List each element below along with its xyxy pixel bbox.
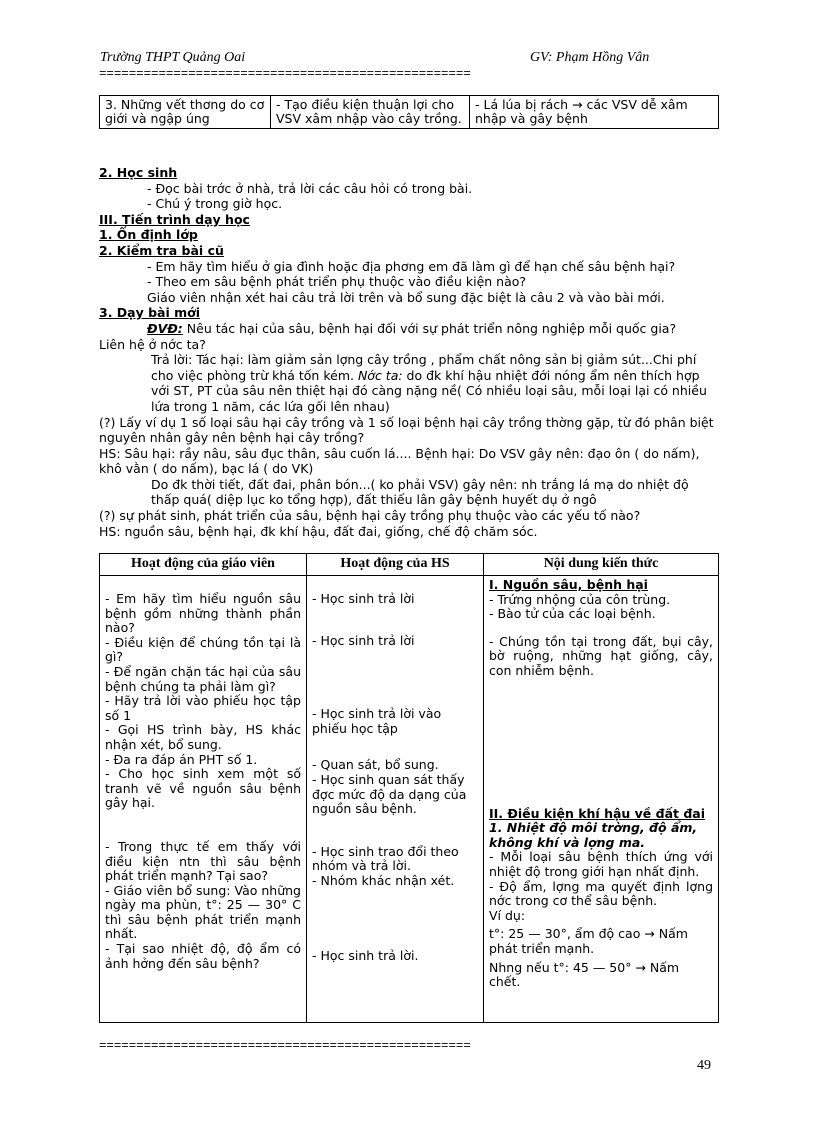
list-item: - Để ngăn chặn tác hại của sâu bệnh chúng ta phải làm gì? xyxy=(105,663,301,694)
teacher-activity-cell xyxy=(100,576,307,1023)
spacer xyxy=(489,622,713,635)
list-item: - Trong thực tế em thấy với điều kiện ntn thì sâu bệnh phát triển mạnh? Tại sao? xyxy=(105,838,301,884)
list-item: - Học sinh trả lời xyxy=(312,632,415,648)
section-title: 1. Ổn định lớp xyxy=(99,227,198,243)
student-activity-cell xyxy=(307,576,484,1023)
paragraph: (?) sự phát sinh, phát triển của sâu, bệnh hại cây trồng phụ thuộc vào các yếu tố nào? xyxy=(99,508,641,524)
list-item: - Nhóm khác nhận xét. xyxy=(312,872,455,888)
section-title: III. Tiến trình dạy học xyxy=(99,211,250,227)
paragraph: HS: nguồn sâu, bệnh hại, đk khí hậu, đất đai, giống, chế độ chăm sóc. xyxy=(99,523,538,539)
paragraph: - Theo em sâu bệnh phát triển phụ thuộc vào điều kiện nào? xyxy=(147,274,527,290)
table-row xyxy=(100,96,719,129)
school-name: Trường THPT Quảng Oai xyxy=(100,50,246,65)
list-item: - Độ ẩm, lợng ma quyết định lợng nớc trong cơ thể sâu bệnh. xyxy=(489,878,713,909)
paragraph xyxy=(99,321,719,337)
header-separator: ================================================== xyxy=(99,68,471,80)
list-item: - Mỗi loại sâu bệnh thích ứng với nhiệt độ trong giới hạn nhất định. xyxy=(489,849,713,879)
column-header: Nội dung kiến thức xyxy=(484,554,719,576)
lesson-body xyxy=(99,165,719,539)
activity-table xyxy=(99,553,719,1023)
table-cell: - Tạo điều kiện thuận lợi cho VSV xâm nhập vào cây trồng. xyxy=(271,96,470,129)
spacer xyxy=(312,648,478,707)
paragraph: Liên hệ ở nớc ta? xyxy=(99,336,206,352)
paragraph xyxy=(99,352,719,414)
list-item: - Học sinh trả lời xyxy=(312,591,415,606)
spacer xyxy=(312,736,478,758)
list-item: t°: 25 — 30°, ẩm độ cao → Nấm phát triển mạnh. xyxy=(489,926,688,956)
paragraph: (?) Lấy ví dụ 1 số loại sâu hại cây trồng và 1 số loại bệnh hại cây trồng thờng gặp, từ đó phân biệt nguyên nhân gây nên bệnh hại cây trồng? xyxy=(99,414,714,446)
answer-text-2: do đk khí hậu nhiệt đới nóng ẩm nên thích hợp với ST, PT của sâu nên thiệt hại đó càng nặng nề( Có nhiều loại sâu, mỗi loại lại có nhiều lứa trong 1 năm, các lứa gối lên nhau) xyxy=(151,367,707,414)
list-item: - Học sinh trả lời. xyxy=(312,947,419,963)
list-item: - Quan sát, bổ sung. xyxy=(312,757,439,773)
paragraph: - Đọc bài trớc ở nhà, trả lời các câu hỏi có trong bài. xyxy=(147,180,473,196)
spacer xyxy=(312,889,478,949)
list-item: - Cho học sinh xem một số tranh vẽ về nguồn sâu bệnh gây hại. xyxy=(105,766,301,811)
spacer xyxy=(312,607,478,634)
list-item: - Hãy trả lời vào phiếu học tập số 1 xyxy=(105,693,301,723)
section-title: 3. Dạy bài mới xyxy=(99,305,201,321)
list-item: - Đa ra đáp án PHT số 1. xyxy=(105,751,258,767)
spacer xyxy=(105,811,301,840)
list-item: - Tại sao nhiệt độ, độ ẩm có ảnh hởng đến sâu bệnh? xyxy=(105,941,301,971)
paragraph: - Chú ý trong giờ học. xyxy=(147,196,283,212)
list-item: - Em hãy tìm hiểu nguồn sâu bệnh gồm những thành phần nào? xyxy=(105,591,301,636)
paragraph: - Em hãy tìm hiểu ở gia đình hoặc địa phơng em đã làm gì để hạn chế sâu bệnh hại? xyxy=(147,258,676,274)
knowledge-content-cell xyxy=(484,576,719,1023)
table-cell: 3. Những vết thơng do cơ giới và ngập úng xyxy=(100,96,271,129)
list-item: - Chúng tồn tại trong đất, bụi cây, bờ ruộng, những hạt giống, cây, con nhiễm bệnh. xyxy=(489,633,713,678)
section-heading: I. Nguồn sâu, bệnh hại xyxy=(489,577,648,592)
column-header: Hoạt động của HS xyxy=(307,554,484,576)
footer-separator: ================================================== xyxy=(99,1040,471,1052)
section-title: 2. Kiểm tra bài cũ xyxy=(99,242,224,258)
dvd-label: ĐVĐ: xyxy=(147,320,183,336)
list-item: - Học sinh quan sát thấy đợc mức độ da dạng của nguồn sâu bệnh. xyxy=(312,771,467,817)
list-item: - Học sinh trả lời vào phiếu học tập xyxy=(312,706,442,736)
nuoc-ta-label: Nớc ta: xyxy=(357,367,403,383)
paragraph: HS: Sâu hại: rầy nâu, sâu đục thân, sâu cuốn lá.... Bệnh hại: Do VSV gây nên: đạo ôn ( do nấm), khô vằn ( do nấm), bạc lá ( do VK) xyxy=(99,445,700,477)
list-item: - Học sinh trao đổi theo nhóm và trả lời. xyxy=(312,843,459,874)
spacer xyxy=(489,679,713,807)
paragraph: Do đk thời tiết, đất đai, phân bón...( ko phải VSV) gây nên: nh trắng lá mạ do nhiệt độ thấp quá( diệp lục ko tổng hợp), đất thiếu lân gây bệnh huyết dụ ở ngô xyxy=(151,476,689,508)
top-table xyxy=(99,95,719,129)
teacher-name: GV: Phạm Hồng Vân xyxy=(530,50,650,65)
column-header: Hoạt động của giáo viên xyxy=(100,554,307,576)
section-title: 2. Học sinh xyxy=(99,165,178,180)
table-row xyxy=(100,576,719,1023)
subsection-heading: 1. Nhiệt độ môi trờng, độ ẩm, không khí và lợng ma. xyxy=(489,820,698,850)
list-item: - Gọi HS trình bày, HS khác nhận xét, bổ sung. xyxy=(105,722,301,752)
section-heading: II. Điều kiện khí hậu về đất đai xyxy=(489,805,706,821)
table-header-row xyxy=(100,554,719,576)
list-item: - Trứng nhộng của côn trùng. xyxy=(489,591,671,607)
page-number: 49 xyxy=(697,1058,711,1073)
list-item: Nhng nếu t°: 45 — 50° → Nấm chết. xyxy=(489,959,680,990)
list-item: - Điều kiện để chúng tồn tại là gì? xyxy=(105,634,301,665)
paragraph: Giáo viên nhận xét hai câu trả lời trên và bổ sung đặc biệt là câu 2 và vào bài mới. xyxy=(147,289,665,305)
table-cell: - Lá lúa bị rách → các VSV dễ xâm nhập và gây bệnh xyxy=(470,96,719,129)
list-item: - Giáo viên bổ sung: Vào những ngày ma phùn, t°: 25 — 30° C thì sâu bệnh phát triển mạnh nhất. xyxy=(105,882,301,942)
spacer xyxy=(312,817,478,845)
list-item: Ví dụ: xyxy=(489,907,526,923)
dvd-text: Nêu tác hại của sâu, bệnh hại đối với sự phát triển nông nghiệp mỗi quốc gia? xyxy=(182,320,677,336)
answer-text: Trả lời: Tác hại: làm giảm sản lợng cây trồng , phẩm chất nông sản bị giảm sút...Chi phí cho việc phòng trừ khá tốn kém. xyxy=(151,352,697,383)
list-item: - Bào tử của các loại bệnh. xyxy=(489,606,656,622)
